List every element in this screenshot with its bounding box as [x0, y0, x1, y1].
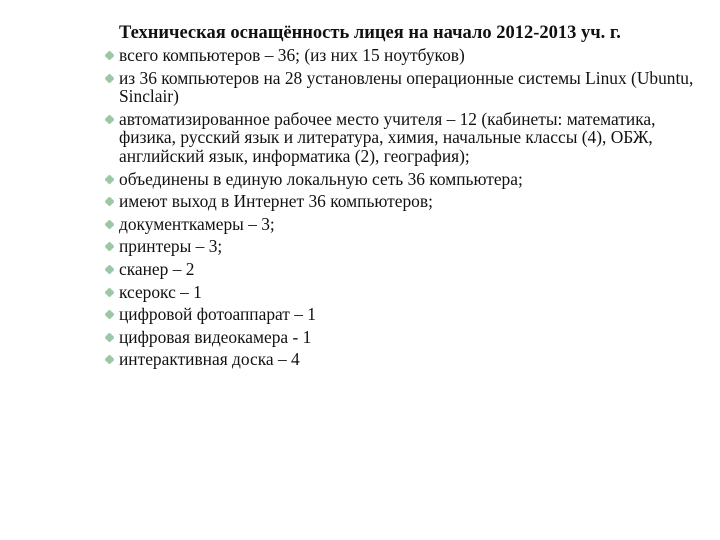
list-item	[104, 192, 708, 211]
list-item	[104, 328, 708, 347]
list-item	[104, 283, 708, 302]
list-item	[104, 110, 708, 166]
list-item-text: интерактивная доска – 4	[119, 349, 300, 370]
list-item-text: из 36 компьютеров на 28 установлены операционные системы Linux (Ubuntu, Sinclair)	[119, 67, 694, 107]
list-item	[104, 46, 708, 65]
list-item	[104, 170, 708, 189]
flower-bullet-icon	[105, 220, 114, 229]
flower-bullet-icon	[105, 74, 114, 83]
list-item-text: цифровая видеокамера - 1	[119, 326, 312, 347]
equipment-list	[104, 46, 708, 373]
list-item-text: документкамеры – 3;	[119, 213, 275, 234]
list-item	[104, 237, 708, 256]
flower-bullet-icon	[105, 115, 114, 124]
flower-bullet-icon	[105, 288, 114, 297]
flower-bullet-icon	[105, 242, 114, 251]
slide-title: Техническая оснащённость лицея на начало 2012-2013 уч. г.	[119, 23, 621, 43]
flower-bullet-icon	[105, 197, 114, 206]
flower-bullet-icon	[105, 51, 114, 60]
flower-bullet-icon	[105, 265, 114, 274]
list-item	[104, 305, 708, 324]
flower-bullet-icon	[105, 355, 114, 364]
list-item-text: сканер – 2	[119, 258, 195, 279]
list-item-text: цифровой фотоаппарат – 1	[119, 304, 316, 325]
list-item	[104, 260, 708, 279]
list-item-text: имеют выход в Интернет 36 компьютеров;	[119, 191, 433, 212]
list-item	[104, 69, 708, 106]
flower-bullet-icon	[105, 333, 114, 342]
flower-bullet-icon	[105, 310, 114, 319]
list-item	[104, 350, 708, 369]
list-item-text: объединены в единую локальную сеть 36 компьютера;	[119, 168, 523, 189]
list-item-text: ксерокс – 1	[119, 281, 202, 302]
list-item	[104, 215, 708, 234]
list-item-text: принтеры – 3;	[119, 236, 223, 257]
list-item-text: всего компьютеров – 36; (из них 15 ноутбуков)	[119, 45, 465, 65]
list-item-text: автоматизированное рабочее место учителя – 12 (кабинеты: математика, физика, русский язык и литература, химия, начальные классы (4), ОБЖ, английский язык, информатика (2), география);	[119, 108, 656, 166]
flower-bullet-icon	[105, 175, 114, 184]
